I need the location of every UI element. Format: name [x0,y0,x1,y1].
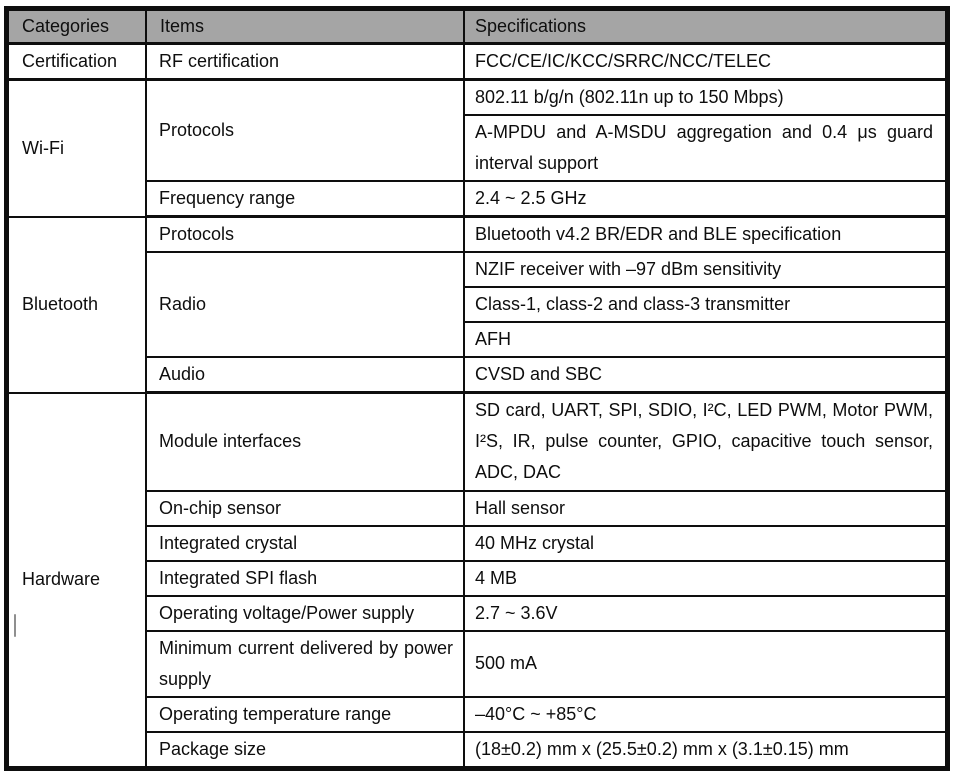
table-row [8,697,946,732]
spec-cell-radio-nzif: NZIF receiver with –97 dBm sensitivity [464,252,946,287]
table-row [8,561,946,596]
table-row [8,732,946,767]
header-items: Items [146,10,464,44]
specifications-table [7,9,947,768]
spec-cell-radio-afh: AFH [464,322,946,357]
spec-cell-frequency-range: 2.4 ~ 2.5 GHz [464,181,946,217]
spec-cell-rf-certification: FCC/CE/IC/KCC/SRRC/NCC/TELEC [464,44,946,80]
table-row [8,181,946,217]
table-row [8,252,946,287]
spec-cell-audio: CVSD and SBC [464,357,946,393]
specifications-table-wrap [4,6,950,771]
item-cell-frequency-range: Frequency range [146,181,464,217]
category-cell-hardware: Hardware [8,393,146,767]
table-row [8,217,946,253]
item-cell-bt-protocols: Protocols [146,217,464,253]
item-cell-integrated-crystal: Integrated crystal [146,526,464,561]
category-cell-certification: Certification [8,44,146,80]
table-row [8,44,946,80]
item-cell-onchip-sensor: On-chip sensor [146,491,464,526]
spec-cell-wifi-80211: 802.11 b/g/n (802.11n up to 150 Mbps) [464,80,946,116]
table-row [8,596,946,631]
category-cell-wifi: Wi-Fi [8,80,146,217]
table-row [8,526,946,561]
category-cell-bluetooth: Bluetooth [8,217,146,393]
spec-cell-integrated-crystal: 40 MHz crystal [464,526,946,561]
header-specifications: Specifications [464,10,946,44]
table-row [8,491,946,526]
header-categories: Categories [8,10,146,44]
item-cell-spi-flash: Integrated SPI flash [146,561,464,596]
item-cell-module-interfaces: Module interfaces [146,393,464,491]
spec-cell-minimum-current: 500 mA [464,631,946,697]
spec-cell-package-size: (18±0.2) mm x (25.5±0.2) mm x (3.1±0.15) mm [464,732,946,767]
spec-cell-module-interfaces: SD card, UART, SPI, SDIO, I²C, LED PWM, Motor PWM, I²S, IR, pulse counter, GPIO, capacitive touch sensor, ADC, DAC [464,393,946,491]
table-row [8,357,946,393]
spec-cell-onchip-sensor: Hall sensor [464,491,946,526]
item-cell-package-size: Package size [146,732,464,767]
spec-cell-operating-temperature: –40°C ~ +85°C [464,697,946,732]
spec-cell-radio-class: Class-1, class-2 and class-3 transmitter [464,287,946,322]
item-cell-operating-temperature: Operating temperature range [146,697,464,732]
spec-cell-bt-protocols: Bluetooth v4.2 BR/EDR and BLE specification [464,217,946,253]
spec-cell-wifi-ampdu: A-MPDU and A-MSDU aggregation and 0.4 μs guard interval support [464,115,946,181]
spec-cell-spi-flash: 4 MB [464,561,946,596]
scan-artifact-mark [14,614,16,637]
spec-cell-operating-voltage: 2.7 ~ 3.6V [464,596,946,631]
item-cell-rf-certification: RF certification [146,44,464,80]
table-row [8,393,946,491]
item-cell-wifi-protocols: Protocols [146,80,464,182]
table-row [8,80,946,116]
item-cell-minimum-current: Minimum current delivered by power supply [146,631,464,697]
item-cell-radio: Radio [146,252,464,357]
header-row [8,10,946,44]
item-cell-audio: Audio [146,357,464,393]
item-cell-operating-voltage: Operating voltage/Power supply [146,596,464,631]
table-row [8,631,946,697]
